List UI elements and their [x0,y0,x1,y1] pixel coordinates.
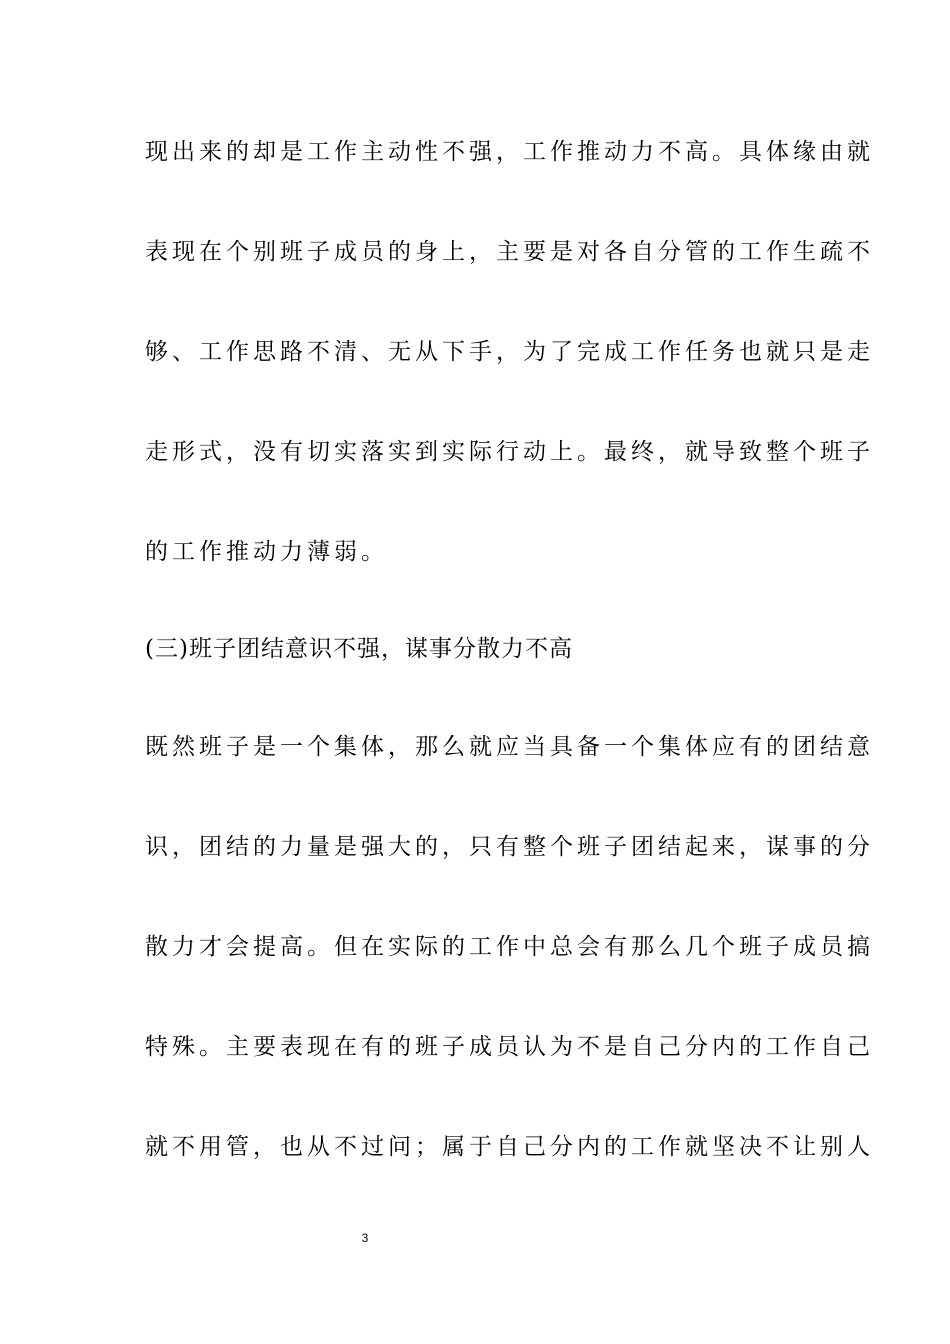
paragraph-line: 既然班子是一个集体，那么就应当具备一个集体应有的团结意 [145,734,874,760]
paragraph-line: 散力才会提高。但在实际的工作中总会有那么几个班子成员搞 [145,934,874,960]
paragraph-line: 走形式，没有切实落实到实际行动上。最终，就导致整个班子 [145,439,874,465]
paragraph-line: 表现在个别班子成员的身上，主要是对各自分管的工作生疏不 [145,239,874,265]
paragraph-line: 的工作推动力薄弱。 [145,539,388,565]
paragraph-line: 现出来的却是工作主动性不强，工作推动力不高。具体缘由就 [145,139,874,165]
paragraph-line: 够、工作思路不清、无从下手，为了完成工作任务也就只是走 [145,339,874,365]
section-heading: (三)班子团结意识不强，谋事分散力不高 [145,636,573,662]
paragraph-line: 特殊。主要表现在有的班子成员认为不是自己分内的工作自己 [145,1034,874,1060]
paragraph-line: 识，团结的力量是强大的，只有整个班子团结起来，谋事的分 [145,834,874,860]
paragraph-line: 就不用管，也从不过问；属于自己分内的工作就坚决不让别人 [145,1134,874,1160]
page-number: 3 [361,1231,369,1245]
